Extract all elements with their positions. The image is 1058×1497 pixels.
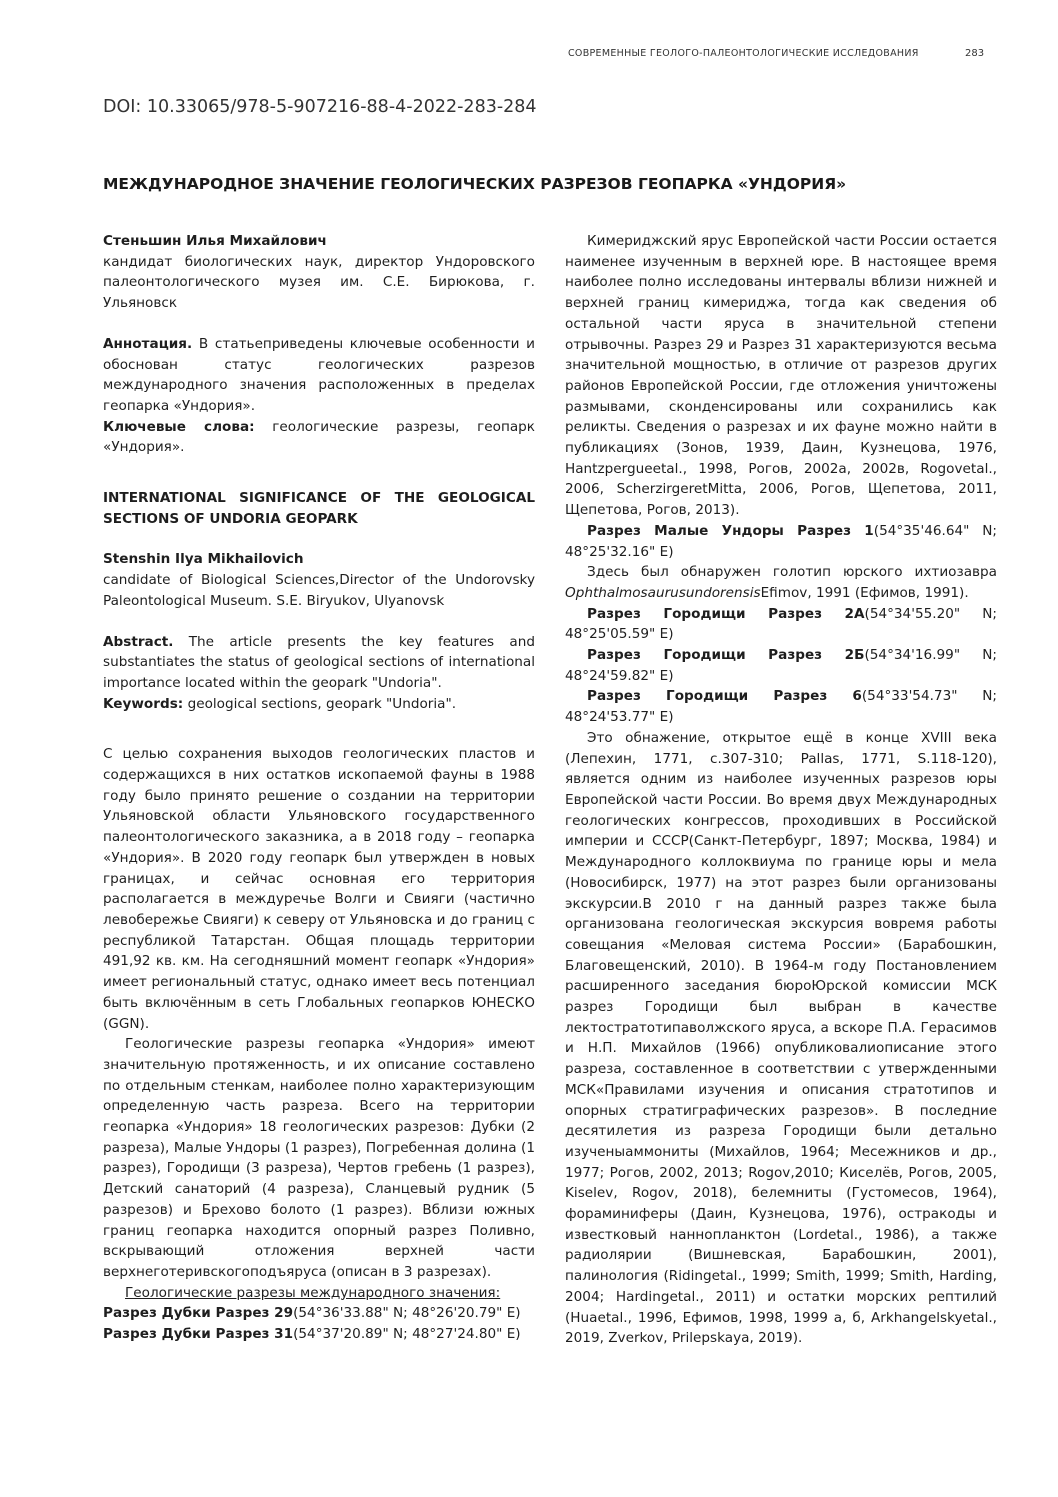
abstract-ru: Аннотация. В статьеприведены ключевые особенности и обоснован статус геологических разрезов международного значения расположенных в пределах геопарка «Ундория». <box>103 335 535 414</box>
intl-sections-heading: Геологические разрезы международного значения: <box>125 1284 501 1301</box>
section-gorodishchi-2b: Разрез Городищи Разрез 2Б(54°34'16.99" N; 48°24'59.82" E) <box>565 647 997 684</box>
section-dubki-29: Разрез Дубки Разрез 29(54°36'33.88" N; 48°26'20.79" E) <box>103 1305 521 1322</box>
title-en: INTERNATIONAL SIGNIFICANCE OF THE GEOLOGICAL SECTIONS OF UNDORIA GEOPARK <box>103 490 535 527</box>
section-gorodishchi-6: Разрез Городищи Разрез 6(54°33'54.73" N; 48°24'53.77" E) <box>565 688 997 726</box>
section-malye-undory-1: Разрез Малые Ундоры Разрез 1(54°35'46.64" N; 48°25'32.16" E) <box>565 522 997 560</box>
author-en: Stenshin Ilya Mikhailovich <box>103 551 304 568</box>
affiliation-en: candidate of Biological Sciences,Director of the Undorovsky Paleontological Museum. S.E. Biryukov, Ulyanovsk <box>103 572 535 609</box>
body-paragraph: Кимериджский ярус Европейской части России остается наименее изученным в верхней юре. В настоящее время наиболее полно исследованы интервалы вблизи нижней и верхней границ кимериджа, тогда как сведения об остальной части яруса в значительной степени отрывочны. Разрез 29 и Разрез 31 характеризуются весьма значительной мощностью, в отличие от разрезов других районов Европейской России, где отложения уничтожены размывами, сконденсированы или сохранились как реликты. Сведения о разрезах и их фауне можно найти в публикациях (Зонов, 1939, Даин, Кузнецова, 1976, Hantzpergueetal., 1998, Рогов, 2002а, 2002в, Rogovetal., 2006, ScherzirgeretMitta, 2006, Рогов, Щепетова, 2011, Щепетова, Рогов, 2013). <box>565 233 997 519</box>
doi[interactable]: DOI: 10.33065/978-5-907216-88-4-2022-283-284 <box>103 97 537 117</box>
section-dubki-31: Разрез Дубки Разрез 31(54°37'20.89" N; 48°27'24.80" E) <box>103 1326 521 1343</box>
keywords-en: Keywords: geological sections, geopark "Undoria". <box>103 695 457 712</box>
abstract-en: Abstract. The article presents the key features and substantiates the status of geological sections of international importance located within the geopark "Undoria". <box>103 633 535 691</box>
left-column <box>103 231 535 1345</box>
keywords-ru: Ключевые слова: геологические разрезы, геопарк «Ундория». <box>103 418 535 456</box>
page-number: 283 <box>965 48 985 59</box>
body-paragraph: С целью сохранения выходов геологических пластов и содержащихся в них остатков ископаемой фауны в 1988 году было принято решение о создании на территории Ульяновской области Ульяновского государственного палеонтологического заказника, а в 2018 году – геопарка «Ундория». В 2020 году геопарк был утвержден в новых границах, и сейчас основная его территория располагается в междуречье Волги и Свияги (частично левобережье Свияги) к северу от Ульяновска и до границ с республикой Татарстан. Общая площадь территории 491,92 кв. км. На сегодняшний момент геопарк «Ундория» имеет региональный статус, однако имеет весь потенциал быть включённым в сеть Глобальных геопарков ЮНЕСКО (GGN). <box>103 746 535 1032</box>
author-ru: Стеньшин Илья Михайлович <box>103 233 327 249</box>
affiliation-ru: кандидат биологических наук, директор Ундоровского палеонтологического музея им. С.Е. Бирюкова, г. Ульяновск <box>103 253 535 312</box>
holotype-paragraph: Здесь был обнаружен голотип юрского ихтиозавра OphthalmosaurusundorensisEfimov, 1991 (Ефимов, 1991). <box>565 564 997 601</box>
body-paragraph: Геологические разрезы геопарка «Ундория» имеют значительную протяженность, и их описание составлено по отдельным стенкам, наиболее полно характеризующим определенную часть разреза. Всего на территории геопарка «Ундория» 18 геологических разрезов: Дубки (2 разреза), Малые Ундоры (1 разрез), Погребенная долина (1 разрез), Городищи (3 разреза), Чертов гребень (1 разрез), Детский санаторий (4 разреза), Сланцевый рудник (5 разрезов) и Брехово болото (1 разрез). Вблизи южных границ геопарка находится опорный разрез Поливно, вскрывающий отложения верхней части верхнеготеривскогоподъяруса (описан в 3 разрезах). <box>103 1036 535 1280</box>
right-column <box>565 231 997 1349</box>
body-paragraph: Это обнажение, открытое ещё в конце XVIII века (Лепехин, 1771, с.307-310; Pallas, 1771, S.118-120), является одним из наиболее изученных разрезов юры Европейской части России. Во время двух Международных геологических конгрессов, проходивших в Российской империи и СССР(Санкт-Петербург, 1897; Москва, 1984) и Международного коллоквиума по границе юры и мела (Новосибирск, 1977) на этот разрез были организованы экскурсии.В 2010 г на данный разрез также была организована геологическая экскурсия вовремя работы совещания «Меловая система России» (Барабошкин, Благовещенский, 2010). В 1964-м году Постановлением расширенного заседания бюроЮрской комиссии МСК разрез Городищи был выбран в качестве лектостратотипаволжского яруса, а вскоре П.А. Герасимов и Н.П. Михайлов (1966) опубликовалиописание этого разреза, составленное в соответствии с утвержденными МСК«Правилами изучения и описания стратотипов и опорных стратиграфических разрезов». В последние десятилетия из разреза Городищи были детально изученыаммониты (Михайлов, 1964; Месежников и др., 1977; Рогов, 2002, 2013; Rogov,2010; Киселёв, Рогов, 2005, Kiselev, Rogov, 2018), белемниты (Густомесов, 1964), фораминиферы (Даин, Кузнецова, 1976), остракоды и известковый наннопланктон (Lordetal., 1986), а также радиолярии (Вишневская, Барабошкин, 2001), палинология (Ridingetal., 1999; Smith, 1999; Smith, Harding, 2004; Hardingetal., 2011) и остатки морских рептилий (Huaetal., 1996, Ефимов, 1998, 1999 а, б, Arkhangelskyetal., 2019, Zverkov, Prilepskaya, 2019). <box>565 729 997 1347</box>
section-gorodishchi-2a: Разрез Городищи Разрез 2А(54°34'55.20" N; 48°25'05.59" E) <box>565 605 997 643</box>
article-title: МЕЖДУНАРОДНОЕ ЗНАЧЕНИЕ ГЕОЛОГИЧЕСКИХ РАЗРЕЗОВ ГЕОПАРКА «УНДОРИЯ» <box>103 175 847 193</box>
running-title: СОВРЕМЕННЫЕ ГЕОЛОГО-ПАЛЕОНТОЛОГИЧЕСКИЕ ИССЛЕДОВАНИЯ <box>568 48 919 59</box>
